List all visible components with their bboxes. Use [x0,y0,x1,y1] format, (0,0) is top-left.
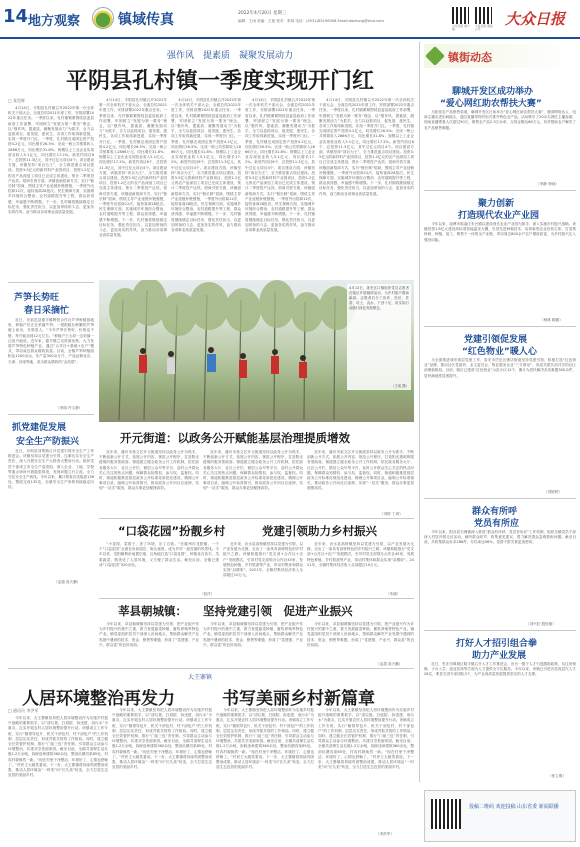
lead-byline: □ 张昊辉 [8,98,26,103]
article-title: 抓党建促发展 [12,423,67,433]
bottom-body: 今年以来，大王寨镇坚持把人居环境整治作为实施乡村振兴战略的重要抓手，以“清垃圾、扫庭院、拆违建、治污水”为重点，扎实开展农村人居环境整治提升行动。该镇成立工作专班，实行“镇领导包片、机关干部包村、村干部包户”的工作机制，层层压实责任，形成齐抓共管的工作格局。同时，建立健全长效管护机制，推行“门前三包”责任制，引导群众主动参与环境整治，共建共享美丽家园。截至目前，全镇共清理生活垃圾1.2万余吨，拆除违章建筑360余处，整治坑塘沟渠85处，村容村貌焕然一新。“现在村里干净整洁，环境好了，心情也舒畅了。”村民王大娘笑着说。下一步，大王寨镇将持续巩固整治成果，推动人居环境由“一时美”向“长久美”转变，全力打造生态宜居的美丽乡村。 [8,716,108,778]
sidebar-title: 党建引领促发展 [464,335,528,345]
bottom-byline: □ 通讯员 李洪军 [8,708,39,713]
lead-headline: 平阴县孔村镇一季度实现开门红 [65,69,374,94]
lead-kicker: 强作风 提素质 凝聚发展动力 [166,51,293,61]
article-body: 今年以来，莘县朝城镇坚持以党建为引领，把产业振兴作为乡村振兴的重中之重，着力发展蔬菜种植、畜牧养殖等特色产业。镇党委组织党员干部深入田间地头，帮助群众解决产业发展中遇到的技术、资金、销售等难题，形成了“党建强、产业兴、群众富”的良好局面。 [307,622,414,647]
column-divider [419,42,420,782]
article-body: 近年来，沂水县高桥镇坚持以党建为引领，以产业发展为支撑，走出了一条具有高桥特色的乡村振兴之路。该镇积极推行“党支部+合作社+农户”发展模式，引导村党支部领办合作社45家，发展特色种植、乡村旅游等产业，带动村集体和群众实现“双增收”。2021年，全镇村集体经济收入全部超过10万元。 [307,542,414,567]
article-body: 近年来，潍坊市奎文区开元街道坚持以政务公开为抓手，不断创新公开方式，拓展公开内容，规范公开程序，打造阳光透明的服务型政府。街道建立健全政务公开工作机制，依托政务服务大厅、社区公开栏、微信公众号等平台，及时公开群众关心关注的热点问题，保障群众知情权、参与权、监督权。同时，街道积极推进基层政务公开标准化规范化建设，梳理公开事项目录，编制公开标准指引，推动政务公开向社区延伸，实现“一站式”服务，群众办事更加便捷高效。 [307,450,414,491]
sidebar-credit: （杨林 路鹏） [540,318,563,322]
badge-leaf-icon [425,46,445,66]
article-subtitle: 安全生产防振兴 [16,437,80,447]
sidebar-subtitle: 助力产业发展 [472,651,527,661]
sidebar-body: 为全面推进城市基层党建工作，泰安市岱岳区粥店街道坚持党建引领，积极打造“红色物业”品牌，推动社区党组织、业主委员会、物业服务企业“三方联动”，形成共建共治共享的社区治理新格局。目前，辖区已建成“红色物业”示范小区12个，累计为居民解决各类难题300余件，居民满意度显著提升。 [424,358,576,378]
sidebar-credit: （张立明） [548,774,566,778]
divider [99,518,414,519]
sidebar-subtitle: “爱心网红助农帮扶大赛” [440,99,542,109]
article-body: 近年来，潍坊市奎文区开元街道坚持以政务公开为抓手，不断创新公开方式，拓展公开内容，规范公开程序，打造阳光透明的服务型政府。街道建立健全政务公开工作机制，依托政务服务大厅、社区公开栏、微信公众号等平台，及时公开群众关心关注的热点问题，保障群众知情权、参与权、监督权。同时，街道积极推进基层政务公开标准化规范化建设，梳理公开事项目录，编制公开标准指引，推动政务公开向社区延伸，实现“一站式”服务，群众办事更加便捷高效。 [203,450,303,491]
article-subtitle: 春日采摘忙 [24,306,70,316]
ad-text: 投稿二维码 欢迎投稿 山东省委 新闻联播 [469,804,559,810]
sidebar-badge [424,44,576,68]
badge-label: 镇街动态 [448,51,492,64]
divider [424,190,576,191]
bottom-headline-left: 人居环境整治再发力 [22,689,175,709]
article-body: “小花园、菜园子，美了环境，乐了百姓。”在滕州市龙阳镇，一个个“口袋花园”点缀在房前屋后、街头巷尾，成为乡村一道亮丽的风景线。今年以来，龙阳镇利用闲置空地、边角地打造“口袋花园”，种植花卉苗木、瓜果蔬菜，既美化了人居环境，又方便了群众生活。截至目前，全镇已建成“口袋花园”320余处。 [99,542,219,567]
sidebar-title: 打好人才招引组合拳 [456,639,538,649]
bottom-credit: （李洪军） [376,832,394,836]
divider [424,630,576,631]
article-credit: （张洋） [200,592,215,596]
divider [99,598,414,599]
article-headline: 坚持党建引领 促进产业振兴 [203,604,353,618]
photo-caption: 4月13日，莱芜区口镇组织党员志愿者在辖区开展植树活动，为乡村振兴增添新绿。志愿者们分工协作，挖坑、扶苗、培土、浇水，干劲十足，用实际行动践行绿色发展理念。 [349,286,409,310]
bottom-body: 今年以来，大王寨镇坚持把人居环境整治作为实施乡村振兴战略的重要抓手，以“清垃圾、扫庭院、拆违建、治污水”为重点，扎实开展农村人居环境整治提升行动。该镇成立工作专班，实行“镇领导包片、机关干部包村、村干部包户”的工作机制，层层压实责任，形成齐抓共管的工作格局。同时，建立健全长效管护机制，推行“门前三包”责任制，引导群众主动参与环境整治，共建共享美丽家园。截至目前，全镇共清理生活垃圾1.2万余吨，拆除违章建筑360余处，整治坑塘沟渠85处，村容村貌焕然一新。“现在村里干净整洁，环境好了，心情也舒畅了。”村民王大娘笑着说。下一步，大王寨镇将持续巩固整治成果，推动人居环境由“一时美”向“长久美”转变，全力打造生态宜居的美丽乡村。 [318,708,414,770]
qr-code-icon [475,7,492,24]
article-credit: （孟超 高天鹏） [376,662,403,666]
article-credit: （孟超 高天鹏） [54,580,81,584]
bottom-headline-right: 书写美丽乡村新篇章 [222,689,375,709]
divider [424,326,576,327]
divider [8,414,94,415]
sidebar-title: 聊城开发区成功举办 [452,87,534,97]
page-number: 14 [3,6,29,27]
lead-body-col2: 4月14日，平阴县孔村镇召开2022年第一次全体机关干部大会，全面总结2021年度工作，安排部署2022年重点任务。一季度以来，孔村镇紧紧围绕县委县政府工作部署，牢固树立“发展为第一要务”理念，以“强作风、提素质、凝聚发展动力”为抓手，全力以赴抓项目、促发展、惠民生，各项工作取得新进展，实现一季度开门红。一季度，孔村镇完成固定资产投资4.2亿元，同比增长26.5%；完成一般公共预算收入2866万元，同比增长31.8%；规模以上工业企业实现营业收入5.1亿元，同比增长17.2%。新签约项目6个，总投资11.3亿元，其中过亿元项目4个。项目建设方面，该镇坚持“项目为王”，全力推进重点项目建设。投资3.5亿元的新材料产业园项目、投资1.2亿元的农产品深加工项目已完成主体建设，预计二季度投产达效。招商引资方面，该镇创新招商方式，实行“链长制”招商，围绕主导产业延链补链强链，一季度外出招商12次，接待客商28批次。民生保障方面，实施城乡环境综合整治、农村道路提升等工程，群众获得感、幸福感不断增强。下一步，孔村镇将继续锚定目标任务，强化责任担当，以更加昂扬的斗志、更加务实的作风，奋力推动各项事业高质量发展。 [99,98,167,238]
sidebar-credit: （刘婷婷） [544,490,562,494]
sidebar-subtitle: 打造现代农业产业园 [458,211,540,221]
bottom-body: 今年以来，大王寨镇坚持把人居环境整治作为实施乡村振兴战略的重要抓手，以“清垃圾、扫庭院、拆违建、治污水”为重点，扎实开展农村人居环境整治提升行动。该镇成立工作专班，实行“镇领导包片、机关干部包村、村干部包户”的工作机制，层层压实责任，形成齐抓共管的工作格局。同时，建立健全长效管护机制，推行“门前三包”责任制，引导群众主动参与环境整治，共建共享美丽家园。截至目前，全镇共清理生活垃圾1.2万余吨，拆除违章建筑360余处，整治坑塘沟渠85处，村容村貌焕然一新。“现在村里干净整洁，环境好了，心情也舒畅了。”村民王大娘笑着说。下一步，大王寨镇将持续巩固整治成果，推动人居环境由“一时美”向“长久美”转变，全力打造生态宜居的美丽乡村。 [112,708,212,770]
qr-code-icon [431,799,461,829]
qr-caption: 大众日报 客户端 [452,24,470,32]
sidebar-subtitle: “红色物业”暖人心 [462,347,537,357]
lead-body-col3: 4月14日，平阴县孔村镇召开2022年第一次全体机关干部大会，全面总结2021年度工作，安排部署2022年重点任务。一季度以来，孔村镇紧紧围绕县委县政府工作部署，牢固树立“发展为第一要务”理念，以“强作风、提素质、凝聚发展动力”为抓手，全力以赴抓项目、促发展、惠民生，各项工作取得新进展，实现一季度开门红。一季度，孔村镇完成固定资产投资4.2亿元，同比增长26.5%；完成一般公共预算收入2866万元，同比增长31.8%；规模以上工业企业实现营业收入5.1亿元，同比增长17.2%。新签约项目6个，总投资11.3亿元，其中过亿元项目4个。项目建设方面，该镇坚持“项目为王”，全力推进重点项目建设。投资3.5亿元的新材料产业园项目、投资1.2亿元的农产品深加工项目已完成主体建设，预计二季度投产达效。招商引资方面，该镇创新招商方式，实行“链长制”招商，围绕主导产业延链补链强链，一季度外出招商12次，接待客商28批次。民生保障方面，实施城乡环境综合整治、农村道路提升等工程，群众获得感、幸福感不断增强。下一步，孔村镇将继续锚定目标任务，强化责任担当，以更加昂扬的斗志、更加务实的作风，奋力推动各项事业高质量发展。 [171,98,241,233]
photo-caption-box [347,284,411,390]
article-credit: （朱晓） [386,592,401,596]
divider [424,498,576,499]
article-body: 近年来，沂水县高桥镇坚持以党建为引领，以产业发展为支撑，走出了一条具有高桥特色的乡村振兴之路。该镇积极推行“党支部+合作社+农户”发展模式，引导村党支部领办合作社45家，发展特色种植、乡村旅游等产业，带动村集体和群众实现“双增收”。2021年，全镇村集体经济收入全部超过10万元。 [223,542,303,578]
article-body: 今年以来，莘县朝城镇坚持以党建为引领，把产业振兴作为乡村振兴的重中之重，着力发展蔬菜种植、畜牧养殖等特色产业。镇党委组织党员干部深入田间地头，帮助群众解决产业发展中遇到的技术、资金、销售等难题，形成了“党建强、产业兴、群众富”的良好局面。 [99,622,199,647]
news-photo [99,280,414,422]
sidebar-body: 为拓宽农产品销售渠道，聊城开发区日前举办“爱心网红助农帮扶大赛”，邀请网络达人、电商主播走进田间地头，通过直播带货的形式推介特色农产品。活动吸引了20余名网红主播参赛，现场直播观看人次超过50万，销售农产品2.3万余单，交易金额达86万元，有效帮助农户解决了农产品销售难题。 [424,110,576,130]
header-rule [0,37,580,39]
lead-body-col4: 4月14日，平阴县孔村镇召开2022年第一次全体机关干部大会，全面总结2021年度工作，安排部署2022年重点任务。一季度以来，孔村镇紧紧围绕县委县政府工作部署，牢固树立“发展为第一要务”理念，以“强作风、提素质、凝聚发展动力”为抓手，全力以赴抓项目、促发展、惠民生，各项工作取得新进展，实现一季度开门红。一季度，孔村镇完成固定资产投资4.2亿元，同比增长26.5%；完成一般公共预算收入2866万元，同比增长31.8%；规模以上工业企业实现营业收入5.1亿元，同比增长17.2%。新签约项目6个，总投资11.3亿元，其中过亿元项目4个。项目建设方面，该镇坚持“项目为王”，全力推进重点项目建设。投资3.5亿元的新材料产业园项目、投资1.2亿元的农产品深加工项目已完成主体建设，预计二季度投产达效。招商引资方面，该镇创新招商方式，实行“链长制”招商，围绕主导产业延链补链强链，一季度外出招商12次，接待客商28批次。民生保障方面，实施城乡环境综合整治、农村道路提升等工程，群众获得感、幸福感不断增强。下一步，孔村镇将继续锚定目标任务，强化责任担当，以更加昂扬的斗志、更加务实的作风，奋力推动各项事业高质量发展。 [245,98,315,233]
sidebar-subtitle: 党员有所应 [474,519,520,529]
section-label: 地方观察 [28,14,81,29]
sidebar-body: 今年以来，阳谷县石佛镇深入推进“群众有所呼、党员有所应”工作机制，组织全镇党员干部深入村居开展走访活动，倾听群众呼声，收集意见建议，着力解决群众急难愁盼问题。截至目前，共收集群众诉求286件，办结率达98%，党群干群关系更加密切。 [424,530,576,545]
article-title: 芦笋长势旺 [14,293,60,303]
article-credit: （刘婷 丁涛） [380,512,403,516]
photo-credit: （王成 摄） [390,384,409,388]
sidebar-body: 今年以来，淄博市临淄区朱台镇以建设现代农业产业园为抓手，深入实施乡村振兴战略。该镇投资1.8亿元建设高标准智能温室大棚，引进先进种植技术，培育新型农业经营主体，打造集科研、种植、加工、销售于一体的全产业链，带动周边800余户农户增收致富，为乡村振兴注入强劲动能。 [424,222,576,242]
divider [8,282,94,283]
sidebar-credit: （刘兴旺 殷桂敏） [526,622,556,626]
sidebar-body: 近日，枣庄市峄城区阴平镇召开人才工作推进会，出台一揽子人才引进激励政策，从住房保障、子女入学、创业扶持等方面为人才提供全方位服务。今年以来，该镇已引进各类高层次人才26名，柔性引进专家团队3个，为产业高质量发展提供坚实的人才支撑。 [424,662,576,677]
section-badge: 镇域传真 [118,12,174,28]
article-headline: 党建引领助力乡村振兴 [262,524,377,538]
divider [8,668,414,669]
bottom-kicker: 大王寨镇 [188,674,213,681]
article-headline: 开元街道：以政务公开赋能基层治理提质增效 [120,431,350,445]
sidebar-title: 群众有所呼 [472,507,518,517]
qr-caption: 大众日报 微信公号 [475,24,493,32]
article-body: 近日，东阿县刘集镇召开党建引领安全生产工作推进会。该镇坚持以党建为引领，压紧压实安全生产责任，深入开展安全生产大排查大整治行动。组织党员干部成立安全生产巡查组，深入企业、工地、学校等重点场所开展隐患排查，发现问题立行立改，全力守住安全生产底线。今年以来，累计排查各类隐患136处，整改完成132处，全镇安全生产形势持续稳定向好。 [8,449,94,490]
article-body: 今年以来，莘县朝城镇坚持以党建为引领，把产业振兴作为乡村振兴的重中之重，着力发展蔬菜种植、畜牧养殖等特色产业。镇党委组织党员干部深入田间地头，帮助群众解决产业发展中遇到的技术、资金、销售等难题，形成了“党建强、产业兴、群众富”的良好局面。 [203,622,303,647]
lead-body-col1: 4月14日，平阴县孔村镇召开2022年第一次全体机关干部大会，全面总结2021年度工作，安排部署2022年重点任务。一季度以来，孔村镇紧紧围绕县委县政府工作部署，牢固树立“发展为第一要务”理念，以“强作风、提素质、凝聚发展动力”为抓手，全力以赴抓项目、促发展、惠民生，各项工作取得新进展，实现一季度开门红。一季度，孔村镇完成固定资产投资4.2亿元，同比增长26.5%；完成一般公共预算收入2866万元，同比增长31.8%；规模以上工业企业实现营业收入5.1亿元，同比增长17.2%。新签约项目6个，总投资11.3亿元，其中过亿元项目4个。项目建设方面，该镇坚持“项目为王”，全力推进重点项目建设。投资3.5亿元的新材料产业园项目、投资1.2亿元的农产品深加工项目已完成主体建设，预计二季度投产达效。招商引资方面，该镇创新招商方式，实行“链长制”招商，围绕主导产业延链补链强链，一季度外出招商12次，接待客商28批次。民生保障方面，实施城乡环境综合整治、农村道路提升等工程，群众获得感、幸福感不断增强。下一步，孔村镇将继续锚定目标任务，强化责任担当，以更加昂扬的斗志、更加务实的作风，奋力推动各项事业高质量发展。 [8,106,94,215]
article-headline: 莘县朝城镇： [118,604,187,618]
editor-line: 编辑：王雨 美编：王艳 校对：张明 电话：(0531)85196398 Email:dazhong@sina.com [238,19,384,23]
article-credit: （李翔 许文静） [56,406,83,410]
article-body: 近年来，潍坊市奎文区开元街道坚持以政务公开为抓手，不断创新公开方式，拓展公开内容，规范公开程序，打造阳光透明的服务型政府。街道建立健全政务公开工作机制，依托政务服务大厅、社区公开栏、微信公众号等平台，及时公开群众关心关注的热点问题，保障群众知情权、参与权、监督权。同时，街道积极推进基层政务公开标准化规范化建设，梳理公开事项目录，编制公开标准指引，推动政务公开向社区延伸，实现“一站式”服务，群众办事更加便捷高效。 [99,450,199,491]
sidebar-title: 聚力创新 [478,199,515,209]
section-icon [92,7,114,29]
sidebar-credit: （李静 李晓） [536,182,559,186]
date-line: 2022年4月20日 星期三 [238,11,287,16]
lead-body-col5: 4月14日，平阴县孔村镇召开2022年第一次全体机关干部大会，全面总结2021年度工作，安排部署2022年重点任务。一季度以来，孔村镇紧紧围绕县委县政府工作部署，牢固树立“发展为第一要务”理念，以“强作风、提素质、凝聚发展动力”为抓手，全力以赴抓项目、促发展、惠民生，各项工作取得新进展，实现一季度开门红。一季度，孔村镇完成固定资产投资4.2亿元，同比增长26.5%；完成一般公共预算收入2866万元，同比增长31.8%；规模以上工业企业实现营业收入5.1亿元，同比增长17.2%。新签约项目6个，总投资11.3亿元，其中过亿元项目4个。项目建设方面，该镇坚持“项目为王”，全力推进重点项目建设。投资3.5亿元的新材料产业园项目、投资1.2亿元的农产品深加工项目已完成主体建设，预计二季度投产达效。招商引资方面，该镇创新招商方式，实行“链长制”招商，围绕主导产业延链补链强链，一季度外出招商12次，接待客商28批次。民生保障方面，实施城乡环境综合整治、农村道路提升等工程，群众获得感、幸福感不断增强。下一步，孔村镇将继续锚定目标任务，强化责任担当，以更加昂扬的斗志、更加务实的作风，奋力推动各项事业高质量发展。 [319,98,414,196]
ad-box [424,790,576,842]
article-headline: “口袋花园”扮靓乡村 [118,524,226,538]
masthead-logo: 大众日报 [505,10,566,28]
qr-code-icon [452,7,469,24]
article-body: 近日，在临邑县德平镇辉恒合作社芦笋种植基地里，种植户们正在采摘芦笋。一根根粗壮鲜嫩的芦笋破土而出，长势喜人。“今年芦笋长势好，价格也不错，每斤能卖到12元左右。”种植户王大叔一边采摘一边高兴地说。近年来，德平镇立足资源优势，大力发展芦笋特色种植产业，通过“合作社+基地+农户”模式，带动周边群众增收致富。目前，全镇芦笋种植面积达1200余亩，年产量300余万斤，产品远销北京、天津、济南等地，成为群众增收的“金疙瘩”。 [8,318,94,364]
bottom-body: 今年以来，大王寨镇坚持把人居环境整治作为实施乡村振兴战略的重要抓手，以“清垃圾、扫庭院、拆违建、治污水”为重点，扎实开展农村人居环境整治提升行动。该镇成立工作专班，实行“镇领导包片、机关干部包村、村干部包户”的工作机制，层层压实责任，形成齐抓共管的工作格局。同时，建立健全长效管护机制，推行“门前三包”责任制，引导群众主动参与环境整治，共建共享美丽家园。截至目前，全镇共清理生活垃圾1.2万余吨，拆除违章建筑360余处，整治坑塘沟渠85处，村容村貌焕然一新。“现在村里干净整洁，环境好了，心情也舒畅了。”村民王大娘笑着说。下一步，大王寨镇将持续巩固整治成果，推动人居环境由“一时美”向“长久美”转变，全力打造生态宜居的美丽乡村。 [216,708,314,770]
